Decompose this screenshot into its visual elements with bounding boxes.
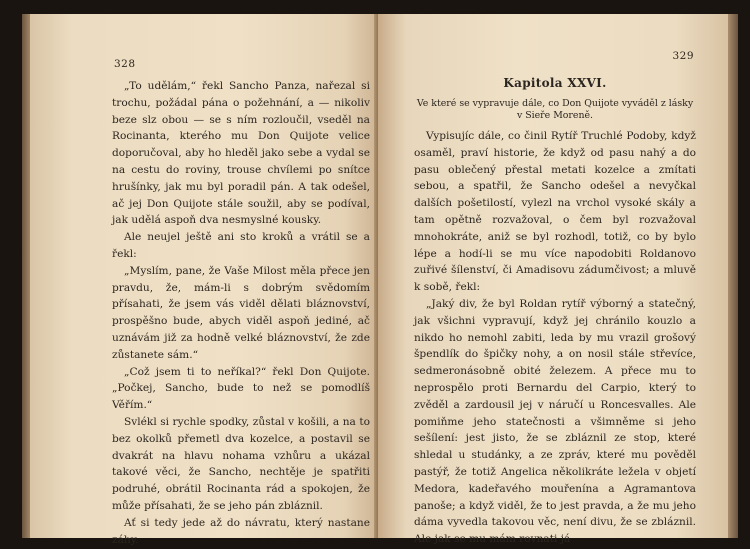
chapter-subtitle: Ve které se vypravuje dále, co Don Quijote vyváděl z lásky v Sieře Moreně. (416, 98, 694, 121)
left-page (30, 14, 378, 546)
open-book (22, 14, 736, 546)
paragraph: Ale neujel ještě ani sto kroků a vrátil se a řekl: (112, 231, 370, 260)
right-page-text (414, 128, 696, 548)
paragraph: „Což jsem ti to neříkal?“ řekl Don Quijote. „Počkej, Sancho, bude to než se pomodlíš Věřím.“ (112, 365, 370, 412)
paragraph: Ať si tedy jede až do návratu, který nastane záhy. (112, 516, 370, 546)
paragraph: „To udělám,“ řekl Sancho Panza, nařezal si trochu, požádal pána o požehnání, a — nikoliv beze slz obou — se s ním rozloučil, vseděl na Rocinanta, kterého mu Don Quijote velice doporučoval, aby ho hleděl jako sebe a vydal se na cestu do roviny, trouse chvílemi po snítce hrušínky, jak mu byl poradil pán. A tak odešel, ač jej Don Quijote stále soužil, aby se podíval, jak udělá aspoň dva nesmyslné kousky. (112, 80, 370, 227)
paragraph: „Myslím, pane, že Vaše Milost měla přece jen pravdu, že, mám-li s dobrým svědomím přísahati, že jsem vás viděl dělati bláznovství, prospěšno bude, abych viděl aspoň jediné, ač uznávám již za hodně velké bláznovství, že zde zůstanete sám.“ (112, 264, 370, 361)
paragraph: Svlékl si rychle spodky, zůstal v košili, a na to bez okolků přemetl dva kozelce, a postavil se dvakrát na hlavu nohama vzhůru a ukázal takové věci, že Sancho, nechtěje je spatřiti podruhé, obrátil Rocinanta rád a spokojen, že může přísahati, že se jeho pán zbláznil. (112, 415, 370, 512)
page-number: 329 (672, 50, 694, 62)
chapter-title: Kapitola XXVI. (503, 76, 607, 90)
book-edge-right (728, 14, 738, 538)
page-number: 328 (114, 58, 136, 70)
paragraph: „Jaký div, že byl Roldan rytíř výborný a statečný, jak všichni vypravují, když jej chránilo kouzlo a nikdo ho nemohl zabiti, leda by mu vrazil grošový špendlík do špičky nohy, a on nosil stále střevíce, sedmeronásobně obité železem. A přece mu to neprospělo proti Bernardu del Carpio, který to zvěděl a zardousil jej v náručí u Roncesvalles. Ale pomiňme jeho statečnosti a všimněme si jeho sešílení: jest jisto, že se zbláznil ze stop, které shledal u studánky, a ze zpráv, které mu pověděl pastýř, že totiž Angelica několikráte ležela v objetí Medora, kadeřavého mouřenína a Agramantova panoše; a když viděl, že to jest pravda, a že mu jeho dáma vyvedla takovou věc, není divu, že se zbláznil. Ale jak se mu mám rovnati já (414, 297, 696, 546)
paragraph: Vypisujíc dále, co činil Rytíř Truchlé Podoby, když osaměl, praví historie, že když od pasu nahý a do pasu oblečený přestal metati kozelce a zmítati sebou, a spatřil, že Sancho odešel a nevyčkal dalších pošetilostí, vylezl na vrchol vysoké skály a tam opětně rozvažoval, o čem byl rozvažoval mnohokráte, aniž se byl rozhodl, totiž, co by bylo lépe a hodí-li se mu více napodobiti Roldanovo zuřivé šílenství, či Amadisovu zádumčivost; a mluvě k sobě, řekl: (414, 130, 696, 294)
right-page (378, 14, 728, 546)
left-page-text (112, 78, 370, 548)
